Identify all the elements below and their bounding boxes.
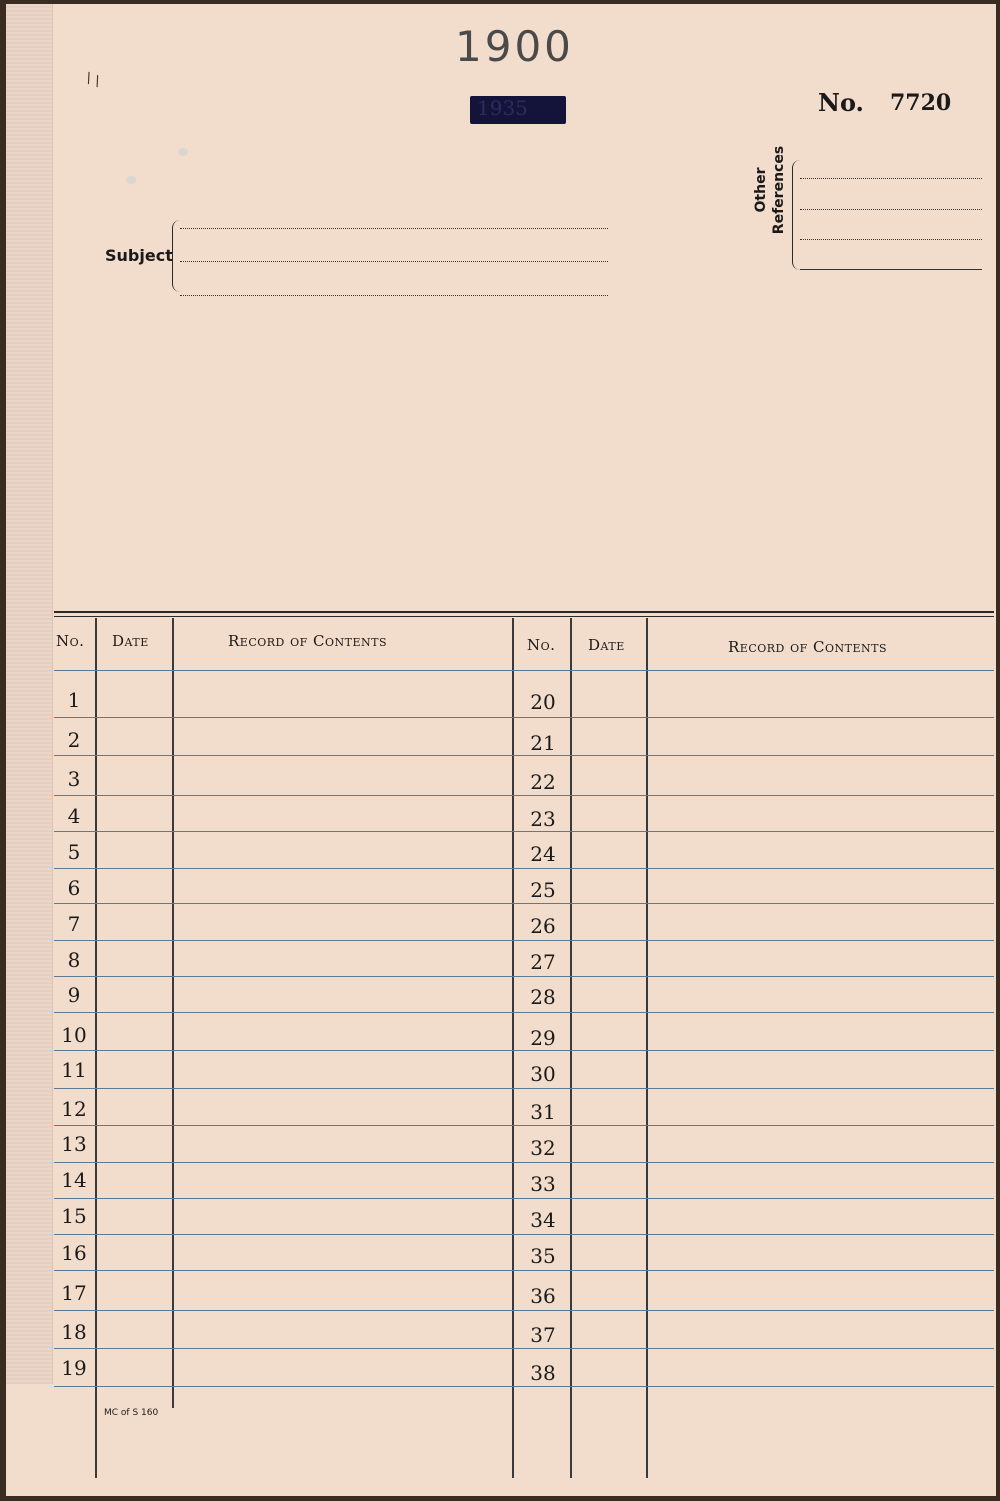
table-top-rule	[54, 611, 994, 613]
left-date-header: Date	[112, 632, 149, 650]
row-rule	[54, 1348, 994, 1349]
column-divider	[95, 618, 97, 1478]
right-row-number: 22	[530, 770, 556, 794]
table-top-rule-thin	[54, 616, 994, 617]
left-row-number: 8	[67, 948, 81, 972]
left-row-number: 11	[61, 1058, 87, 1082]
row-rule	[54, 868, 994, 869]
other-references-line-1: Other	[753, 167, 769, 213]
row-rule	[54, 903, 994, 904]
row-rule	[54, 795, 994, 796]
file-number-label: No.	[818, 88, 864, 117]
right-row-number: 21	[530, 731, 556, 755]
right-row-number: 32	[530, 1136, 556, 1160]
reference-line[interactable]	[800, 178, 982, 179]
right-row-number: 38	[530, 1361, 556, 1385]
page-edge-top	[0, 0, 1000, 4]
column-divider	[646, 618, 648, 1478]
subject-label: Subject	[105, 246, 173, 265]
subject-brace	[172, 220, 181, 292]
row-rule	[54, 1270, 994, 1271]
stain-mark	[126, 176, 136, 184]
year-stamp: 1900	[455, 22, 574, 71]
reference-line[interactable]	[800, 239, 982, 240]
page-edge-bottom	[0, 1496, 1000, 1501]
left-row-number: 14	[61, 1168, 87, 1192]
left-row-number: 13	[61, 1132, 87, 1156]
other-references-label	[752, 140, 788, 240]
row-rule	[54, 976, 994, 977]
row-rule	[54, 1234, 994, 1235]
right-row-number: 26	[530, 914, 556, 938]
left-row-number: 6	[67, 876, 81, 900]
left-row-number: 18	[61, 1320, 87, 1344]
right-row-number: 35	[530, 1244, 556, 1268]
right-row-number: 23	[530, 807, 556, 831]
subject-line[interactable]	[180, 295, 608, 296]
right-row-number: 34	[530, 1208, 556, 1232]
right-row-number: 37	[530, 1323, 556, 1347]
right-contents-header: Record of Contents	[728, 638, 888, 656]
other-references-line-2: References	[771, 145, 787, 235]
right-row-number: 24	[530, 842, 556, 866]
column-divider	[570, 618, 572, 1478]
left-row-number: 3	[67, 767, 81, 791]
left-row-number: 7	[67, 912, 81, 936]
right-row-number: 27	[530, 950, 556, 974]
row-rule	[54, 1088, 994, 1089]
row-rule	[54, 1162, 994, 1163]
form-code: MC of S 160	[104, 1408, 159, 1418]
right-row-number: 33	[530, 1172, 556, 1196]
left-row-number: 17	[61, 1281, 87, 1305]
file-number-value: 7720	[890, 90, 952, 116]
page-edge-right	[996, 0, 1000, 1501]
left-row-number: 9	[67, 983, 81, 1007]
left-row-number: 1	[67, 688, 81, 712]
binding-spine	[6, 4, 53, 1384]
redacted-text: 1935	[477, 96, 528, 120]
right-no-header: No.	[527, 636, 556, 654]
left-row-number: 12	[61, 1097, 87, 1121]
row-rule	[54, 1012, 994, 1013]
right-row-number: 25	[530, 878, 556, 902]
row-rule	[54, 1125, 994, 1126]
subject-line[interactable]	[180, 261, 608, 262]
left-contents-header: Record of Contents	[228, 632, 388, 650]
left-row-number: 15	[61, 1204, 87, 1228]
right-row-number: 20	[530, 690, 556, 714]
pencil-mark: \ \	[83, 70, 103, 90]
reference-line[interactable]	[800, 269, 982, 270]
left-no-header: No.	[56, 632, 85, 650]
left-row-number: 19	[61, 1356, 87, 1380]
right-row-number: 31	[530, 1100, 556, 1124]
row-rule	[54, 1050, 994, 1051]
row-rule	[54, 755, 994, 756]
references-brace	[792, 160, 801, 270]
left-row-number: 5	[67, 840, 81, 864]
row-rule	[54, 670, 994, 671]
reference-line[interactable]	[800, 209, 982, 210]
right-row-number: 28	[530, 985, 556, 1009]
right-date-header: Date	[588, 636, 625, 654]
stain-mark	[178, 148, 188, 156]
row-rule	[54, 1310, 994, 1311]
column-divider	[512, 618, 514, 1478]
row-rule	[54, 1386, 994, 1387]
right-row-number: 30	[530, 1062, 556, 1086]
left-row-number: 10	[61, 1023, 87, 1047]
row-rule	[54, 831, 994, 832]
row-rule	[54, 717, 994, 718]
left-row-number: 2	[67, 728, 81, 752]
subject-line[interactable]	[180, 228, 608, 229]
column-divider	[172, 618, 174, 1408]
left-row-number: 16	[61, 1241, 87, 1265]
right-row-number: 29	[530, 1026, 556, 1050]
row-rule	[54, 940, 994, 941]
right-row-number: 36	[530, 1284, 556, 1308]
row-rule	[54, 1198, 994, 1199]
left-row-number: 4	[67, 804, 81, 828]
